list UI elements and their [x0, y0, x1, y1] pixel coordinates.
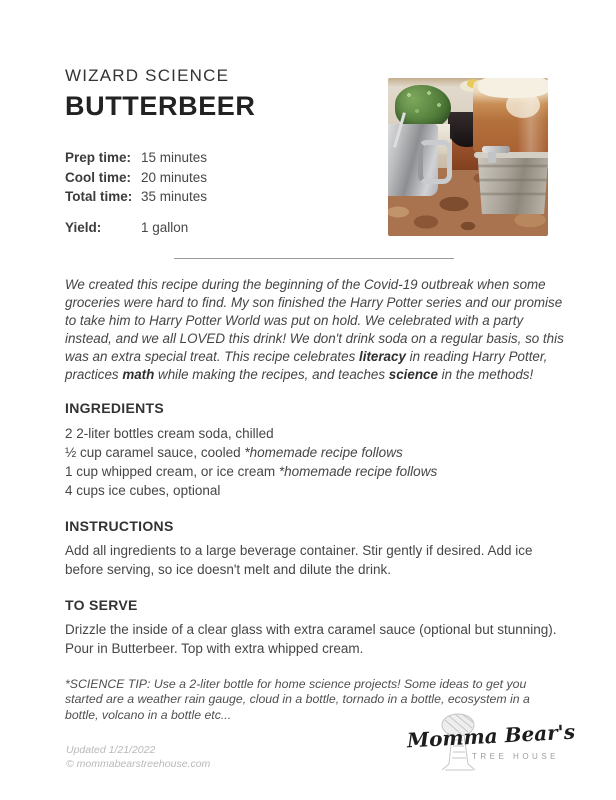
ingredient-text: ½ cup caramel sauce, cooled [65, 444, 245, 460]
ingredient-text: 1 cup whipped cream, or ice cream [65, 463, 279, 479]
butterbeer-dispenser-photo [388, 78, 548, 236]
recipe-kicker: WIZARD SCIENCE [65, 66, 230, 85]
intro-bold-literacy: literacy [359, 349, 406, 365]
yield-value: 1 gallon [141, 219, 189, 235]
intro-bold-science: science [388, 367, 438, 383]
to-serve-heading: TO SERVE [65, 596, 138, 613]
intro-text-1: We created this recipe during the beginning of the Covid-19 outbreak when some groceries were hard to find. My son finished the Harry Potter series and our promise to take him to Harry Potter World was put on hold. We celebrated with a party instead, and we all LOVED this drink! We don't drink soda on a regular basis, so this was an extra special treat. This recipe celebrates [65, 277, 564, 365]
ingredients-list [65, 424, 562, 500]
logo-subtitle: TREE HOUSE [472, 752, 560, 761]
intro-text-3: while making the recipes, and teaches [154, 367, 389, 383]
list-item [65, 443, 562, 462]
footer-site-url: © mommabearstreehouse.com [66, 757, 211, 770]
prep-time-value: 15 minutes [141, 150, 208, 165]
photo-spigot-stem [488, 152, 496, 163]
prep-time-label: Prep time: [65, 150, 132, 165]
photo-pitcher-handle [418, 140, 452, 184]
instructions-heading: INSTRUCTIONS [65, 517, 174, 534]
intro-paragraph [65, 276, 565, 385]
photo-galvanized-bucket [476, 154, 548, 214]
to-serve-text: Drizzle the inside of a clear glass with extra caramel sauce (optional but stunning). Pour in Butterbeer. Top with extra whipped cream. [65, 621, 557, 656]
page-title: BUTTERBEER [65, 91, 256, 121]
intro-text-2: in reading Harry Potter, practices [65, 349, 548, 383]
total-time-label: Total time: [65, 189, 133, 204]
total-time-value: 35 minutes [141, 189, 208, 204]
photo-foam-highlight [506, 92, 540, 118]
instructions-text: Add all ingredients to a large beverage container. Stir gently if desired. Add ice before serving, so ice doesn't melt and dilute the drink. [65, 542, 533, 577]
footer-updated-date: Updated 1/21/2022 [66, 744, 156, 756]
logo-title: Momma Bear's [406, 719, 576, 753]
intro-text-4: in the methods! [437, 367, 534, 383]
cool-time-value: 20 minutes [141, 169, 208, 185]
list-item [65, 462, 562, 481]
footer [66, 744, 210, 771]
momma-bears-treehouse-logo [406, 708, 576, 778]
yield-label: Yield: [65, 219, 102, 235]
list-item [65, 424, 562, 443]
cool-time-label: Cool time: [65, 169, 131, 185]
ingredient-text: 4 cups ice cubes, optional [65, 482, 221, 498]
section-divider [174, 258, 454, 259]
intro-bold-math: math [122, 367, 155, 383]
ingredient-note: *homemade recipe follows [244, 444, 403, 460]
ingredient-note: *homemade recipe follows [278, 463, 438, 479]
ingredients-heading: INGREDIENTS [65, 399, 164, 416]
ingredient-text: 2 2-liter bottles cream soda, chilled [65, 425, 274, 441]
photo-spigot [482, 146, 510, 153]
science-tip-text: *SCIENCE TIP: Use a 2-liter bottle for home science projects! Some ideas to get you started are a weather rain gauge, cloud in a bottle, tornado in a bottle, ecosystem in a bottle, volcano in a bottle etc... [65, 676, 530, 723]
list-item [65, 481, 562, 500]
